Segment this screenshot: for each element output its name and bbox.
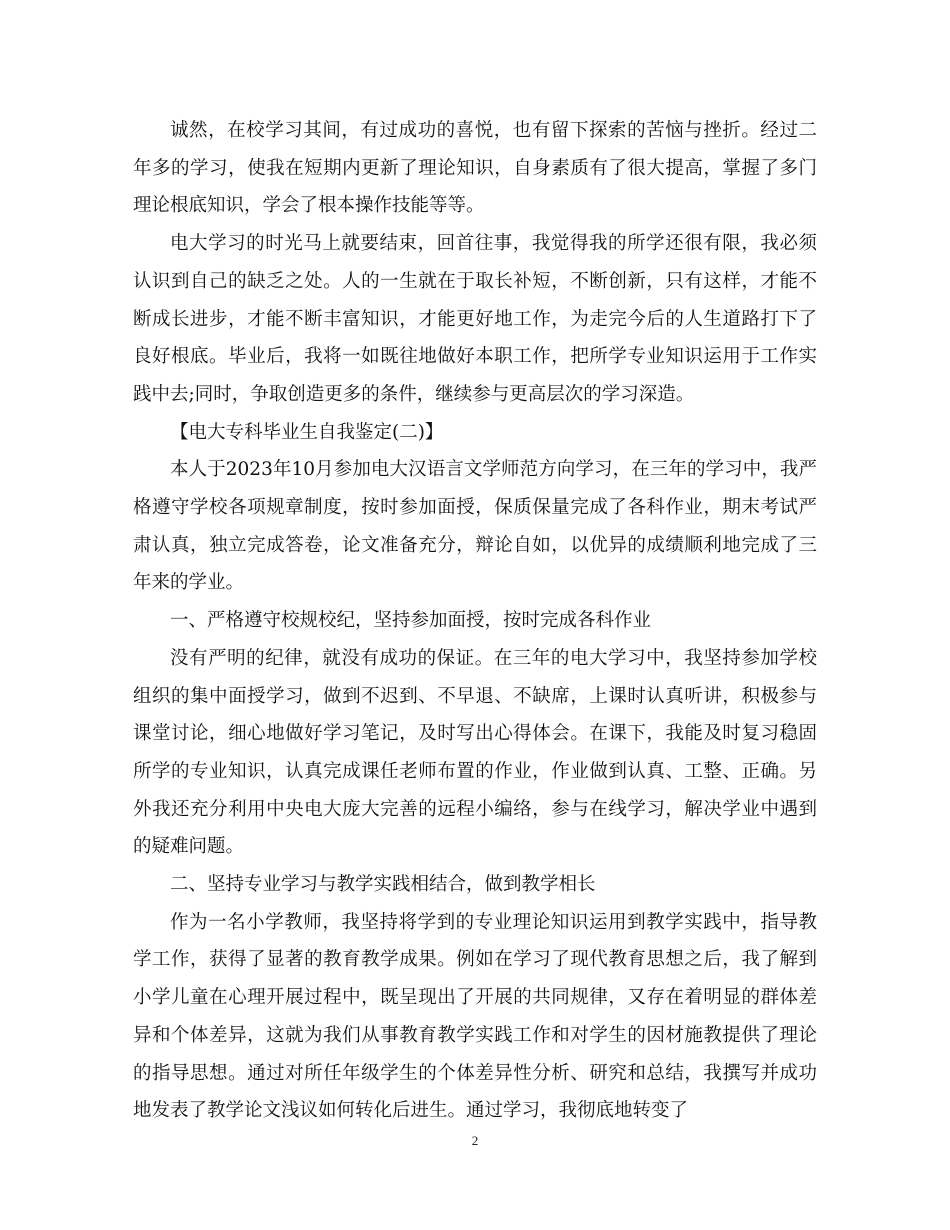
paragraph-5: 作为一名小学教师，我坚持将学到的专业理论知识运用到教学实践中，指导教学工作，获得了显著的教育教学成果。例如在学习了现代教育思想之后，我了解到小学儿童在心理开展过程中，既呈现出了开展的共同规律，又存在着明显的群体差异和个体差异，这就为我们从事教育教学实践工作和对学生的因材施教提供了理论的指导思想。通过对所任年级学生的个体差异性分析、研究和总结，我撰写并成功地发表了教学论文浅议如何转化后进生。通过学习，我彻底地转变了	[133, 911, 817, 1122]
paragraph-3: 本人于2023年10月参加电大汉语言文学师范方向学习，在三年的学习中，我严格遵守学校各项规章制度，按时参加面授，保质保量完成了各科作业，期末考试严肃认真，独立完成答卷，论文准备充分，辩论自如，以优异的成绩顺利地完成了三年来的学业。	[133, 459, 817, 594]
page-number: 2	[471, 1133, 479, 1148]
paragraph-4: 没有严明的纪律，就没有成功的保证。在三年的电大学习中，我坚持参加学校组织的集中面授学习，做到不迟到、不早退、不缺席，上课时认真听讲，积极参与课堂讨论，细心地做好学习笔记，及时写出心得体会。在课下，我能及时复习稳固所学的专业知识，认真完成课任老师布置的作业，作业做到认真、工整、正确。另外我还充分利用中央电大庞大完善的远程小编络，参与在线学习，解决学业中遇到的疑难问题。	[133, 647, 817, 858]
paragraph-2: 电大学习的时光马上就要结束，回首往事，我觉得我的所学还很有限，我必须认识到自己的缺乏之处。人的一生就在于取长补短，不断创新，只有这样，才能不断成长进步，才能不断丰富知识，才能更好地工作，为走完今后的人生道路打下了良好根底。毕业后，我将一如既往地做好本职工作，把所学专业知识运用于工作实践中去;同时，争取创造更多的条件，继续参与更高层次的学习深造。	[133, 233, 817, 405]
paragraph-1: 诚然，在校学习其间，有过成功的喜悦，也有留下探索的苦恼与挫折。经过二年多的学习，使我在短期内更新了理论知识，自身素质有了很大提高，掌握了多门理论根底知识，学会了根本操作技能等等。	[133, 120, 817, 217]
document-body	[133, 112, 817, 1130]
heading-2: 二、坚持专业学习与教学实践相结合，做到教学相长	[170, 874, 596, 896]
heading-1: 一、严格遵守校规校纪，坚持参加面授，按时完成各科作业	[170, 610, 652, 632]
section-title: 【电大专科毕业生自我鉴定(二)】	[170, 421, 444, 443]
